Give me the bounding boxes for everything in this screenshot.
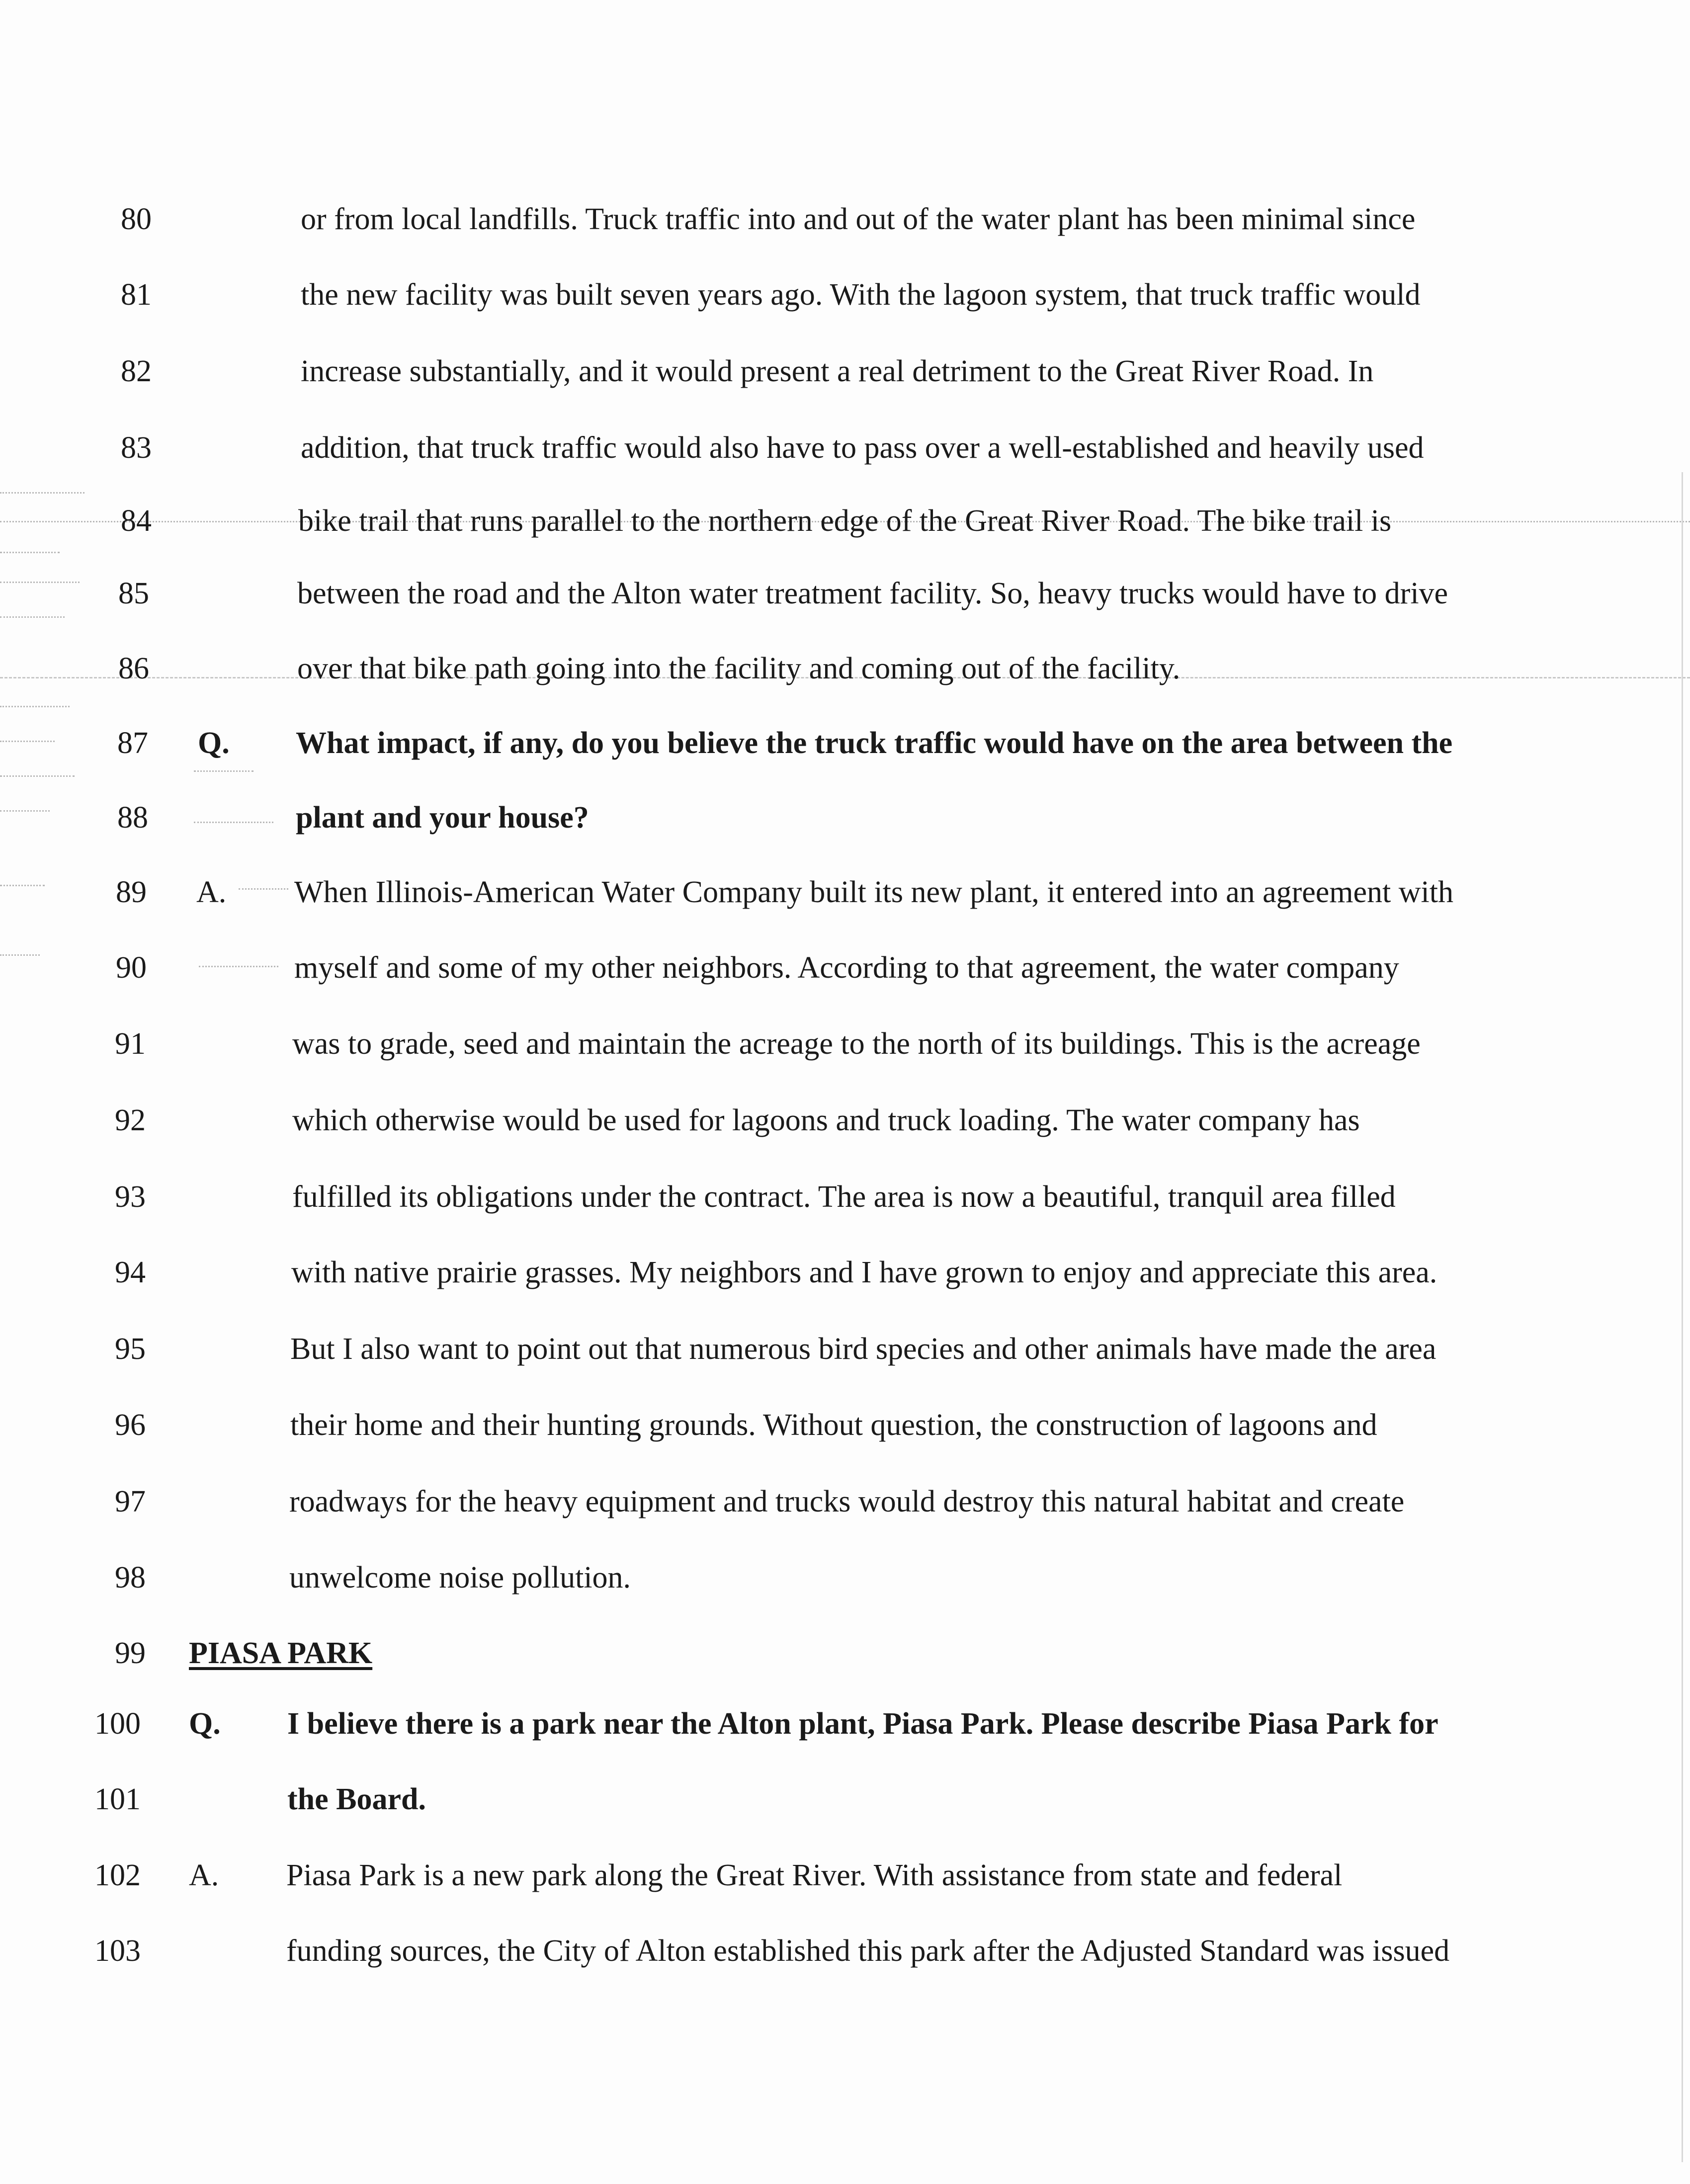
line-text: myself and some of my other neighbors. According to that agreement, the water company [294,951,1399,985]
line-number: 90 [116,951,147,985]
line-text: But I also want to point out that numerous bird species and other animals have made the area [290,1332,1436,1366]
line-93 [0,1162,1690,1232]
line-number: 97 [115,1485,146,1518]
line-text: plant and your house? [296,801,589,835]
line-number: 94 [115,1256,146,1289]
line-number: 91 [115,1027,146,1061]
line-number: 99 [115,1636,146,1670]
line-number: 88 [117,801,148,835]
answer-marker: A. [189,1858,219,1892]
line-80 [0,184,1690,254]
line-number: 83 [121,431,152,465]
answer-marker: A. [196,875,227,909]
line-101 [0,1764,1690,1834]
line-99 [0,1618,1690,1688]
line-number: 81 [121,278,152,312]
line-text: fulfilled its obligations under the contract. The area is now a beautiful, tranquil area filled [292,1180,1396,1214]
line-text: bike trail that runs parallel to the northern edge of the Great River Road. The bike trail is [298,504,1392,538]
line-text: addition, that truck traffic would also have to pass over a well-established and heavily used [301,431,1424,465]
line-number: 95 [115,1332,146,1366]
line-81 [0,260,1690,330]
line-number: 89 [116,875,147,909]
line-number: 98 [115,1561,146,1595]
scan-artifact [0,706,70,707]
line-90 [0,933,1690,1003]
line-82 [0,336,1690,406]
line-text: their home and their hunting grounds. Without question, the construction of lagoons and [290,1408,1377,1442]
line-92 [0,1086,1690,1155]
line-number: 102 [94,1858,141,1892]
line-number: 100 [94,1707,141,1741]
line-86 [0,634,1690,703]
line-text: funding sources, the City of Alton established this park after the Adjusted Standard was issued [286,1934,1450,1968]
line-text: between the road and the Alton water treatment facility. So, heavy trucks would have to drive [297,577,1448,610]
line-text: When Illinois-American Water Company built its new plant, it entered into an agreement with [294,875,1453,909]
question-marker: Q. [198,726,230,760]
line-number: 84 [121,504,152,538]
line-number: 93 [115,1180,146,1214]
line-text: with native prairie grasses. My neighbors and I have grown to enjoy and appreciate this area. [291,1256,1437,1289]
line-number: 85 [118,577,149,610]
line-95 [0,1314,1690,1384]
line-text: or from local landfills. Truck traffic into and out of the water plant has been minimal since [301,202,1416,236]
line-number: 86 [118,652,149,685]
line-91 [0,1009,1690,1079]
line-text: which otherwise would be used for lagoons and truck loading. The water company has [292,1103,1360,1137]
line-text: was to grade, seed and maintain the acreage to the north of its buildings. This is the acreage [292,1027,1421,1061]
line-text: over that bike path going into the facility and coming out of the facility. [297,652,1181,685]
line-85 [0,559,1690,628]
line-87 [0,708,1690,778]
line-text: I believe there is a park near the Alton plant, Piasa Park. Please describe Piasa Park for [287,1707,1438,1741]
line-text: the Board. [287,1782,426,1816]
line-number: 101 [94,1782,141,1816]
section-heading: PIASA PARK [189,1636,373,1670]
line-89 [0,857,1690,927]
line-98 [0,1543,1690,1612]
line-83 [0,413,1690,483]
line-text: unwelcome noise pollution. [289,1561,631,1595]
line-text: the new facility was built seven years ago. With the lagoon system, that truck traffic would [301,278,1421,312]
line-text: Piasa Park is a new park along the Great River. With assistance from state and federal [286,1858,1343,1892]
line-102 [0,1841,1690,1910]
line-84 [0,486,1690,556]
line-text: What impact, if any, do you believe the truck traffic would have on the area between the [296,726,1453,760]
line-96 [0,1390,1690,1460]
line-text: roadways for the heavy equipment and trucks would destroy this natural habitat and create [289,1485,1405,1518]
line-100 [0,1689,1690,1759]
line-88 [0,783,1690,852]
line-103 [0,1916,1690,1986]
line-number: 96 [115,1408,146,1442]
line-97 [0,1467,1690,1536]
question-marker: Q. [189,1707,221,1741]
line-number: 92 [115,1103,146,1137]
line-text: increase substantially, and it would present a real detriment to the Great River Road. In [301,354,1374,388]
line-number: 80 [121,202,152,236]
line-number: 87 [117,726,148,760]
line-number: 82 [121,354,152,388]
line-94 [0,1238,1690,1307]
line-number: 103 [94,1934,141,1968]
